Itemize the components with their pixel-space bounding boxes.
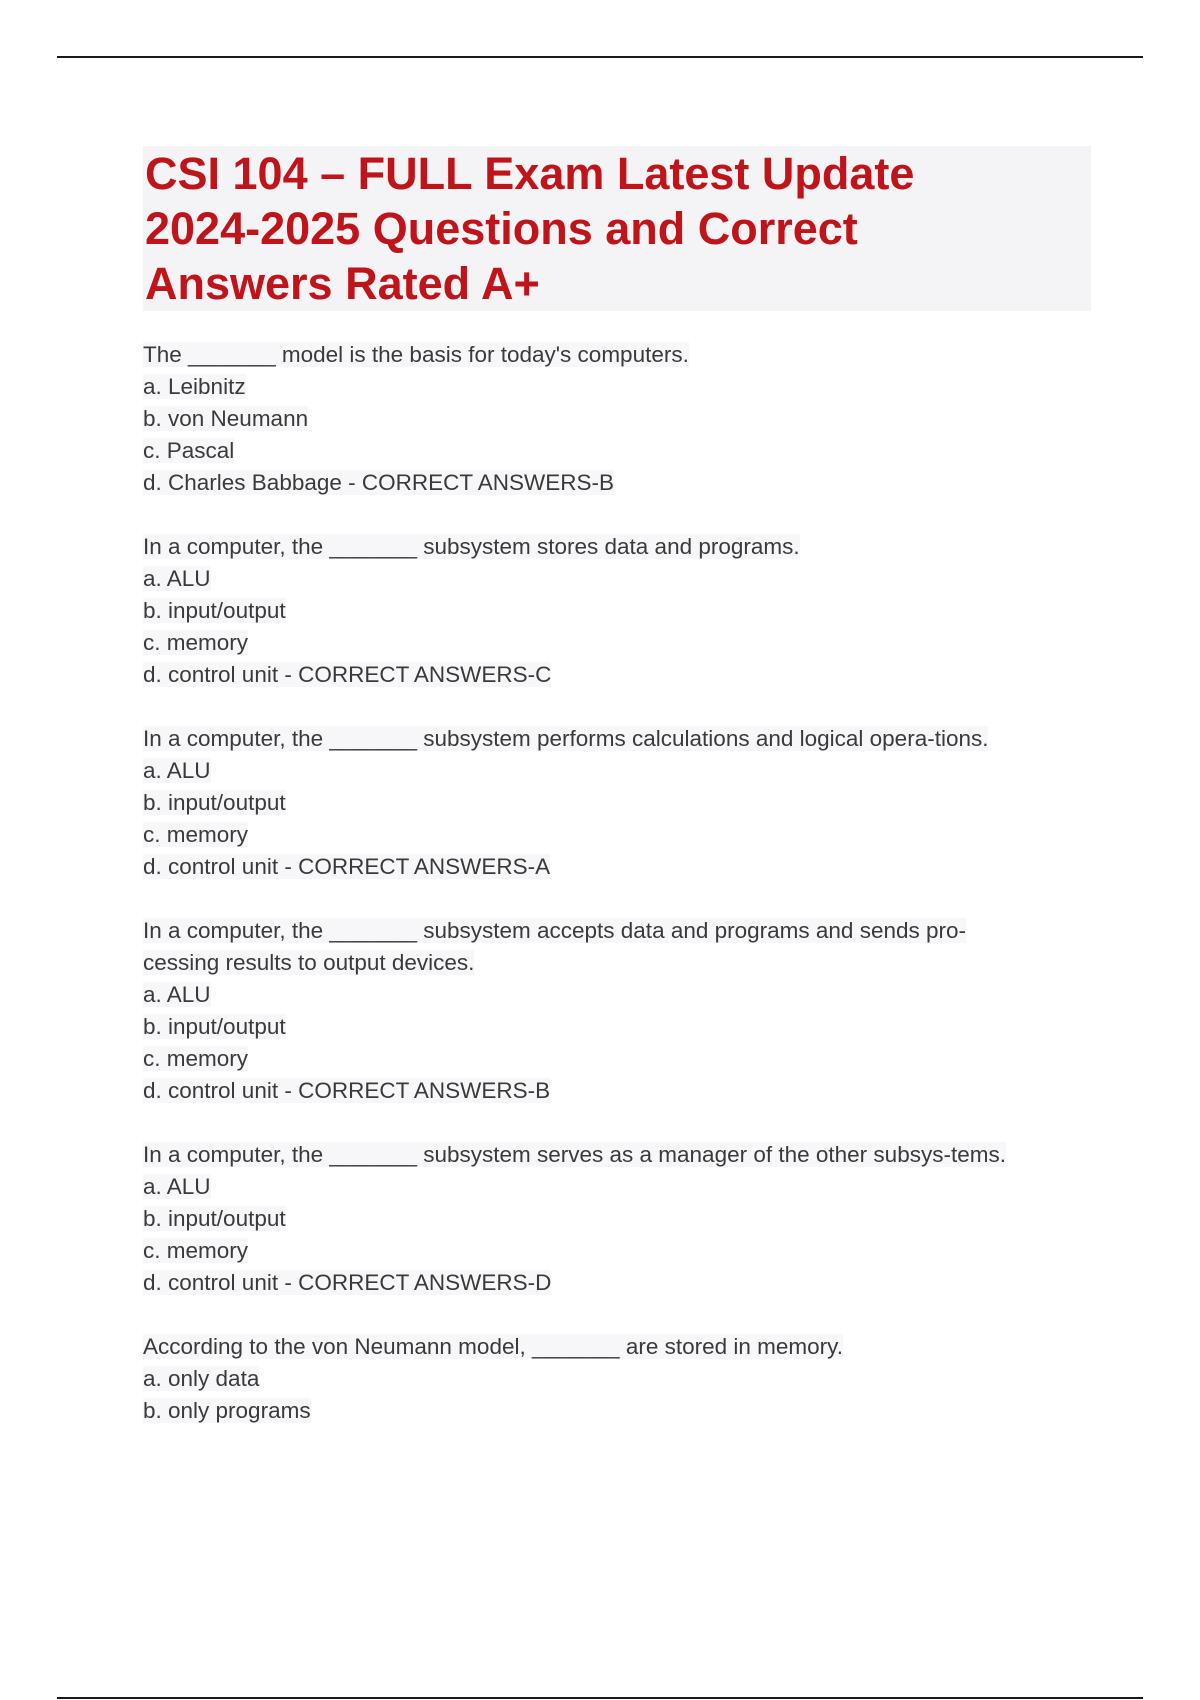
- question-stem: In a computer, the _______ subsystem stores data and programs.: [143, 534, 800, 559]
- answer-option: c. memory: [143, 1238, 249, 1263]
- title-block: [143, 146, 1091, 311]
- answer-option: a. only data: [143, 1366, 260, 1391]
- title-line: 2024-2025 Questions and Correct: [145, 203, 858, 254]
- answer-option: a. ALU: [143, 982, 211, 1007]
- question-3: [143, 723, 1093, 883]
- answer-option: a. ALU: [143, 566, 211, 591]
- answer-option: c. memory: [143, 630, 249, 655]
- answer-option: d. control unit - CORRECT ANSWERS-B: [143, 1078, 551, 1103]
- answer-option: c. Pascal: [143, 438, 235, 463]
- question-stem: According to the von Neumann model, _______ are stored in memory.: [143, 1334, 843, 1359]
- question-stem: In a computer, the _______ subsystem performs calculations and logical opera-tions.: [143, 726, 989, 751]
- document-body: [143, 146, 1093, 1427]
- answer-option: a. ALU: [143, 1174, 211, 1199]
- question-stem: cessing results to output devices.: [143, 950, 475, 975]
- question-stem: In a computer, the _______ subsystem accepts data and programs and sends pro-: [143, 918, 966, 943]
- question-stem: In a computer, the _______ subsystem serves as a manager of the other subsys-tems.: [143, 1142, 1006, 1167]
- answer-option: c. memory: [143, 822, 249, 847]
- answer-option: b. von Neumann: [143, 406, 309, 431]
- answer-option: d. control unit - CORRECT ANSWERS-D: [143, 1270, 552, 1295]
- question-6: [143, 1331, 1093, 1427]
- title-line: CSI 104 – FULL Exam Latest Update: [145, 148, 915, 199]
- answer-option: d. Charles Babbage - CORRECT ANSWERS-B: [143, 470, 614, 495]
- document-title: [145, 146, 1091, 311]
- question-4: [143, 915, 1093, 1107]
- answer-option: a. ALU: [143, 758, 211, 783]
- answer-option: b. input/output: [143, 1014, 286, 1039]
- answer-option: b. only programs: [143, 1398, 311, 1423]
- bottom-rule: [57, 1697, 1143, 1699]
- answer-option: d. control unit - CORRECT ANSWERS-C: [143, 662, 552, 687]
- top-rule: [57, 56, 1143, 58]
- answer-option: b. input/output: [143, 598, 286, 623]
- question-list: [143, 339, 1093, 1427]
- answer-option: c. memory: [143, 1046, 249, 1071]
- answer-option: b. input/output: [143, 790, 286, 815]
- answer-option: d. control unit - CORRECT ANSWERS-A: [143, 854, 551, 879]
- answer-option: b. input/output: [143, 1206, 286, 1231]
- question-stem: The _______ model is the basis for today's computers.: [143, 342, 689, 367]
- question-1: [143, 339, 1093, 499]
- question-5: [143, 1139, 1093, 1299]
- answer-option: a. Leibnitz: [143, 374, 246, 399]
- question-2: [143, 531, 1093, 691]
- title-line: Answers Rated A+: [145, 258, 540, 309]
